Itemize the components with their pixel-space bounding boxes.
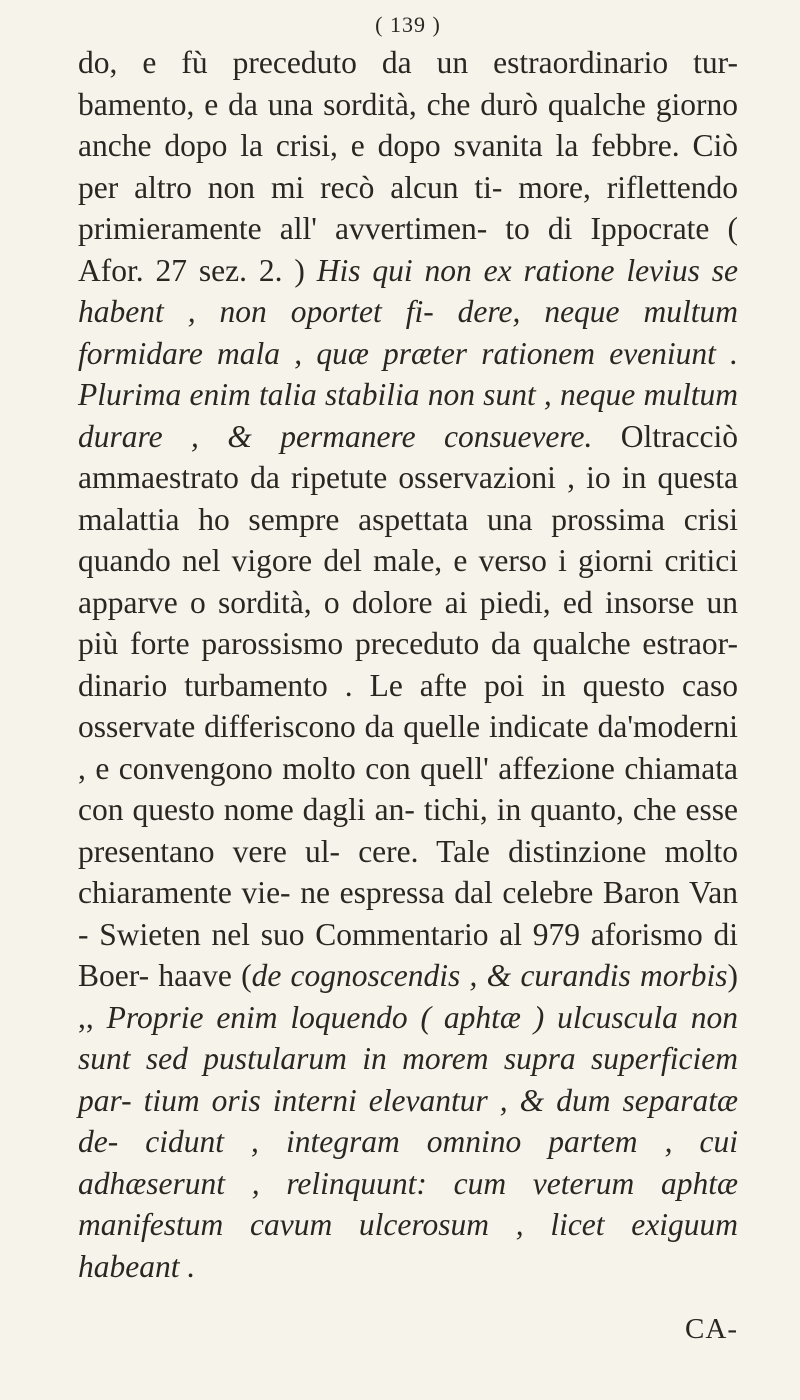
catchword: CA- — [685, 1313, 738, 1345]
text-run: ) ,, — [78, 958, 738, 1035]
page-number: ( 139 ) — [375, 12, 441, 37]
text-run: Oltracciò ammaestrato da ripetute osservazioni , io in questa malattia ho sempre aspettata una prossima crisi quando nel vigore del male, e verso i giorni critici apparve o sordità, o dolore ai piedi, ed insorse un più forte parossismo preceduto da qualche estraor- dinario turbamento . Le afte poi in questo caso osservate differiscono da quelle indicate da'moderni , e convengono molto con quell' affezione chiamata con questo nome dagli an- tichi, in quanto, che esse presentano vere ul- cere. Tale distinzione molto chiaramente vie- ne espressa dal celebre Baron Van - Swieten nel suo Commentario al 979 aforismo di Boer- haave ( — [78, 418, 738, 993]
body-text — [78, 42, 738, 1287]
text-run: do, e fù preceduto da un estraordinario tur- bamento, e da una sordità, che durò qualche giorno anche dopo la crisi, e dopo svanita la febbre. Ciò per altro non mi recò alcun ti- more, riflettendo primieramente all' avvertimen- to di Ippocrate ( Afor. 27 sez. 2. ) — [78, 45, 738, 288]
latin-quotation: de cognoscendis , & curandis morbis — [251, 958, 728, 993]
latin-quotation: Proprie enim loquendo ( aphtæ ) ulcuscula non sunt sed pustularum in morem supra superficiem par- tium oris interni elevantur , & dum separatæ de- cidunt , integram omnino partem , cui adhæserunt , relinquunt: cum veterum aphtæ manifestum cavum ulcerosum , licet exiguum habeant . — [78, 999, 738, 1284]
latin-quotation: His qui non ex ratione levius se habent , non oportet fi- dere, neque multum formidare mala , quæ præter rationem eveniunt . Plurima enim talia stabilia non sunt , neque multum durare , & permanere consuevere. — [78, 252, 739, 454]
